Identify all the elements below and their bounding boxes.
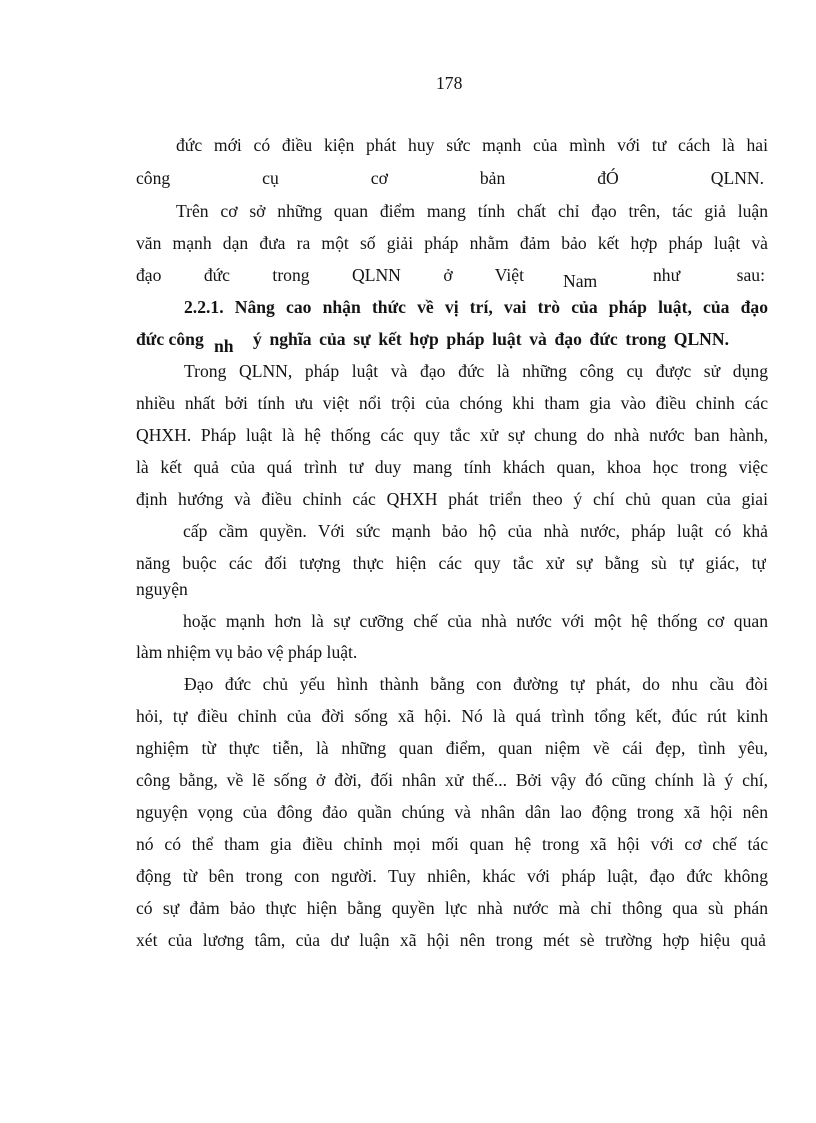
text-line-16: Đạo đức chủ yếu hình thành bằng con đường tự phát, do nhu cầu đòi bbox=[184, 674, 768, 694]
text-line-24: xét của lương tâm, của dư luận xã hội nên trong mét sè trường hợp hiệu quả bbox=[136, 930, 766, 950]
page-number: 178 bbox=[436, 73, 463, 93]
text-line-8: QHXH. Pháp luật là hệ thống các quy tắc xử sự chung do nhà nước ban hành, bbox=[136, 425, 768, 445]
text-line-6: Trong QLNN, pháp luật và đạo đức là những công cụ được sử dụng bbox=[184, 361, 768, 381]
heading-line-1: 2.2.1. Nâng cao nhận thức về vị trí, vai trò của pháp luật, của đạo bbox=[184, 297, 768, 317]
text-line-21: nó có thể tham gia điều chỉnh mọi mối quan hệ trong xã hội với cơ chế tác bbox=[136, 834, 768, 854]
text-line-12: năng buộc các đối tượng thực hiện các quy tắc xử sự bằng sù tự giác, tự bbox=[136, 553, 766, 573]
text-line-13: nguyện bbox=[136, 579, 188, 599]
text-line-9: là kết quả của quá trình tư duy mang tính khách quan, khoa học trong việc bbox=[136, 457, 768, 477]
heading-line-2c: ý nghĩa của sự kết hợp pháp luật và đạo đức trong QLNN. bbox=[253, 329, 729, 349]
text-line-11: cấp cầm quyền. Với sức mạnh bảo hộ của nhà nước, pháp luật có khả bbox=[183, 521, 768, 541]
text-line-3: Trên cơ sở những quan điểm mang tính chất chỉ đạo trên, tác giả luận bbox=[176, 201, 768, 221]
text-line-18: nghiệm từ thực tiễn, là những quan điểm, quan niệm về cái đẹp, tình yêu, bbox=[136, 738, 768, 758]
text-line-15: làm nhiệm vụ bảo vệ pháp luật. bbox=[136, 642, 358, 662]
text-line-19: công bằng, về lẽ sống ở đời, đối nhân xử thế... Bởi vậy đó cũng chính là ý chí, bbox=[136, 770, 768, 790]
text-line-17: hỏi, tự điều chỉnh của đời sống xã hội. Nó là quá trình tổng kết, đúc rút kinh bbox=[136, 706, 768, 726]
heading-line-2a: đức công bbox=[136, 329, 204, 349]
text-line-10: định hướng và điều chỉnh các QHXH phát triển theo ý chí chủ quan của giai bbox=[136, 489, 768, 509]
text-line-14: hoặc mạnh hơn là sự cưỡng chế của nhà nước với một hệ thống cơ quan bbox=[183, 611, 768, 631]
heading-line-2b: nh bbox=[214, 336, 234, 356]
text-line-23: có sự đảm bảo thực hiện bằng quyền lực nhà nước mà chỉ thông qua sù phán bbox=[136, 898, 768, 918]
text-line-20: nguyện vọng của đông đảo quần chúng và nhân dân lao động trong xã hội nên bbox=[136, 802, 768, 822]
text-line-5c: như sau: bbox=[653, 265, 765, 285]
text-line-1: đức mới có điều kiện phát huy sức mạnh của mình với tư cách là hai bbox=[176, 135, 768, 155]
text-line-22: động từ bên trong con người. Tuy nhiên, khác với pháp luật, đạo đức không bbox=[136, 866, 768, 886]
text-line-5b: Nam bbox=[563, 271, 598, 291]
text-line-7: nhiều nhất bởi tính ưu việt nổi trội của chóng khi tham gia vào điều chỉnh các bbox=[136, 393, 768, 413]
text-line-4: văn mạnh dạn đưa ra một số giải pháp nhằm đảm bảo kết hợp pháp luật và bbox=[136, 233, 768, 253]
text-line-2: công cụ cơ bản đÓ QLNN. bbox=[136, 168, 764, 188]
text-line-5a: đạo đức trong QLNN ở Việt bbox=[136, 265, 524, 285]
